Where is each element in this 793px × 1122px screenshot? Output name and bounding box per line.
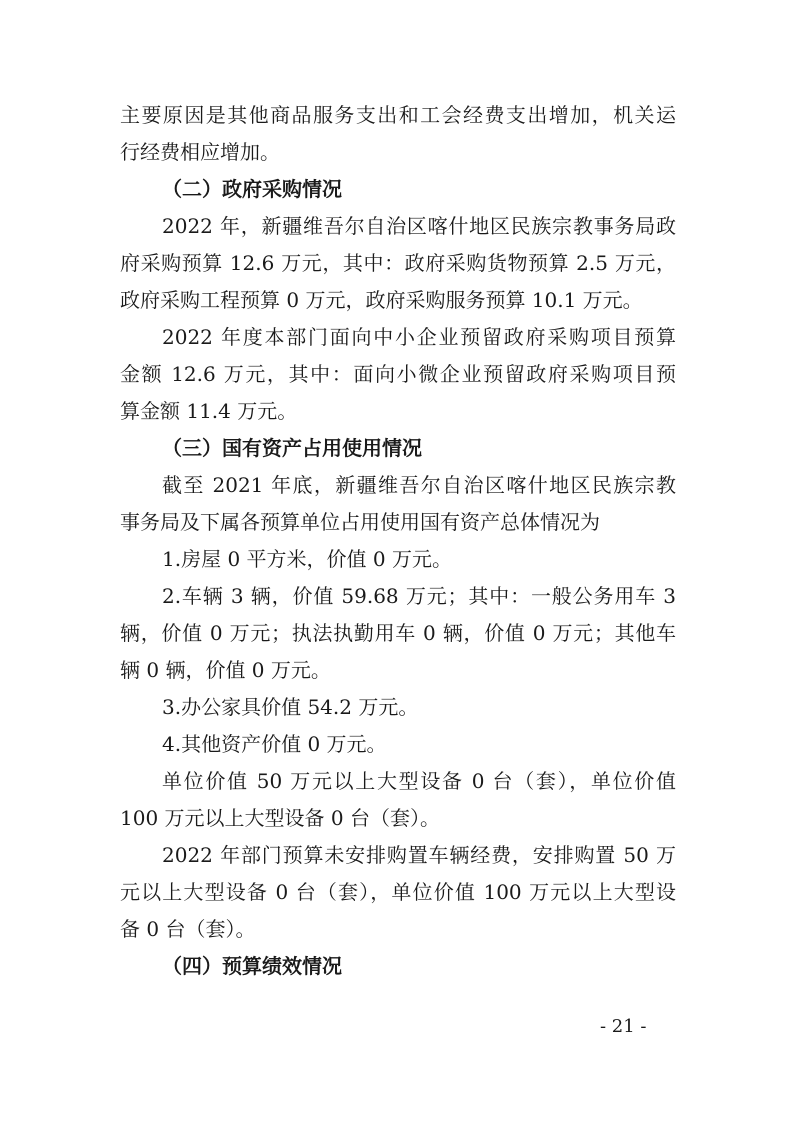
list-item-other-assets: 4.其他资产价值 0 万元。: [162, 732, 387, 756]
section-heading-performance: （四）预算绩效情况: [162, 954, 342, 978]
body-line-20: 100 万元以上大型设备 0 台（套）。: [120, 806, 440, 830]
list-item-housing: 1.房屋 0 平方米，价值 0 万元。: [162, 547, 452, 571]
body-line-21: 2022 年部门预算未安排购置车辆经费，安排购置 50 万: [162, 843, 676, 867]
body-line-23: 备 0 台（套）。: [120, 917, 256, 941]
body-line-8: 金额 12.6 万元，其中：面向小微企业预留政府采购项目预: [120, 362, 676, 386]
body-line-6: 政府采购工程预算 0 万元，政府采购服务预算 10.1 万元。: [120, 288, 643, 312]
list-item-vehicles: 2.车辆 3 辆，价值 59.68 万元；其中：一般公务用车 3: [162, 584, 676, 608]
body-line-5: 府采购预算 12.6 万元，其中：政府采购货物预算 2.5 万元，: [120, 251, 676, 275]
body-line-9: 算金额 11.4 万元。: [120, 399, 298, 423]
body-line-11: 截至 2021 年底，新疆维吾尔自治区喀什地区民族宗教: [162, 473, 676, 497]
list-item-furniture: 3.办公家具价值 54.2 万元。: [162, 695, 419, 719]
section-heading-assets: （三）国有资产占用使用情况: [162, 436, 422, 460]
body-line-22: 元以上大型设备 0 台（套），单位价值 100 万元以上大型设: [120, 880, 676, 904]
body-line-16: 辆 0 辆，价值 0 万元。: [120, 658, 331, 682]
body-line-1: 主要原因是其他商品服务支出和工会经费支出增加，机关运: [120, 103, 676, 127]
body-line-7: 2022 年度本部门面向中小企业预留政府采购项目预算: [162, 325, 676, 349]
body-line-2: 行经费相应增加。: [120, 140, 280, 164]
section-heading-procurement: （二）政府采购情况: [162, 177, 342, 201]
body-line-4: 2022 年，新疆维吾尔自治区喀什地区民族宗教事务局政: [162, 214, 676, 238]
body-line-15: 辆，价值 0 万元；执法执勤用车 0 辆，价值 0 万元；其他车: [120, 621, 676, 645]
body-line-12: 事务局及下属各预算单位占用使用国有资产总体情况为: [120, 510, 600, 534]
body-line-19: 单位价值 50 万元以上大型设备 0 台（套），单位价值: [162, 769, 676, 793]
page-number: - 21 -: [600, 1016, 647, 1037]
